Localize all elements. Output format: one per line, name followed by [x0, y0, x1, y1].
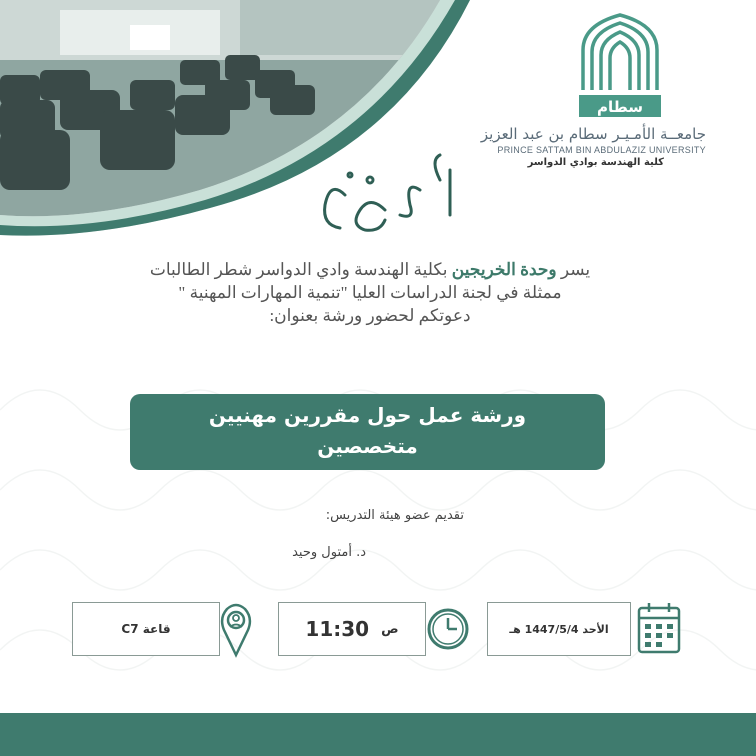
unit-name: وحدة الخريجين — [451, 260, 557, 279]
svg-text:سطام: سطام — [597, 98, 643, 116]
location-pin-icon — [219, 600, 253, 658]
announcement-calligraphy — [290, 150, 490, 250]
event-time: 11:30 — [305, 617, 370, 641]
room-box — [72, 602, 220, 656]
invitation-line-3: دعوتكم لحضور ورشة بعنوان: — [269, 306, 471, 325]
date-box — [487, 602, 631, 656]
workshop-title-box — [130, 394, 605, 470]
invitation-line-2: ممثلة في لجنة الدراسات العليا "تنمية المهارات المهنية " — [178, 283, 562, 302]
footer-bar — [0, 713, 756, 756]
university-name-arabic: جامعــة الأمـيـر سطام بن عبد العزيز — [480, 125, 706, 143]
invitation-line-1: يسر وحدة الخريجين بكلية الهندسة وادي الدواسر شطر الطالبات — [149, 260, 591, 279]
college-name: كلية الهندسة بوادي الدواسر — [527, 157, 664, 168]
event-room: قاعة C7 — [121, 622, 171, 636]
clock-icon — [426, 602, 470, 656]
presenter-name: د. أمتول وحيد — [292, 545, 366, 560]
invitation-text — [110, 258, 630, 327]
time-period: ص — [381, 621, 399, 637]
event-date: الأحد 1447/5/4 هـ — [509, 622, 609, 636]
workshop-title-line-1: ورشة عمل حول مقررين مهنيين — [208, 403, 527, 427]
university-name-english: PRINCE SATTAM BIN ABDULAZIZ UNIVERSITY — [497, 145, 706, 155]
calendar-icon — [635, 600, 683, 656]
presenter-label: تقديم عضو هيئة التدريس: — [325, 508, 464, 523]
logo-emblem — [575, 10, 665, 120]
time-box — [278, 602, 426, 656]
workshop-title-line-2: متخصصين — [317, 434, 418, 458]
